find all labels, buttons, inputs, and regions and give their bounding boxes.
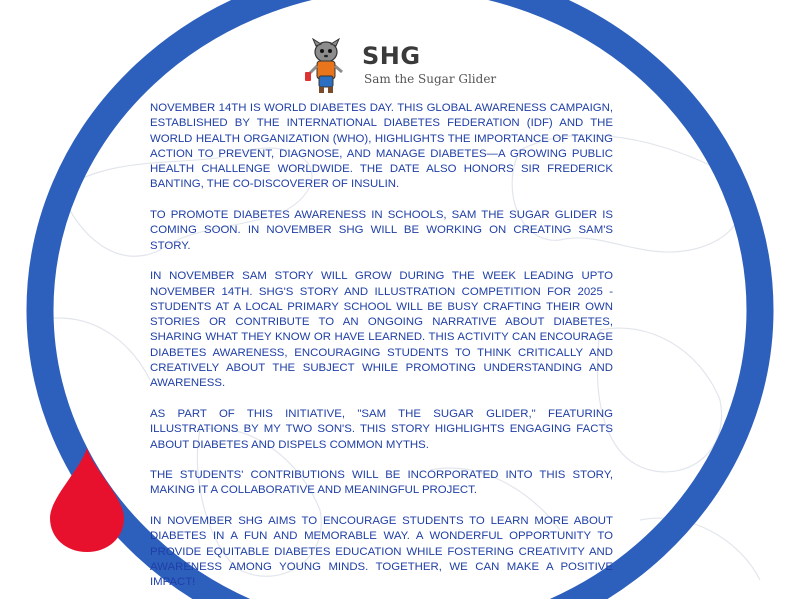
brand-tagline: Sam the Sugar Glider (364, 72, 497, 86)
sugar-glider-mascot-icon (302, 38, 350, 94)
brand-name: SHG (362, 42, 421, 70)
blood-drop-icon (50, 448, 124, 552)
paragraph-schools-awareness: TO PROMOTE DIABETES AWARENESS IN SCHOOLS, SAM THE SUGAR GLIDER IS COMING SOON. IN NOVEMBER SHG WILL BE WORKING ON CREATING SAM'S STORY. (150, 209, 613, 252)
paragraph-aims: IN NOVEMBER SHG AIMS TO ENCOURAGE STUDENTS TO LEARN MORE ABOUT DIABETES IN A FUN AND MEMORABLE WAY. A WONDERFUL OPPORTUNITY TO PROVIDE EQUITABLE DIABETES EDUCATION WHILE FOSTERING CREATIVITY AND AWARENESS AMONG YOUNG MINDS. TOGETHER, WE CAN MAKE A POSITIVE IMPACT! (150, 515, 613, 589)
paragraph-world-diabetes-day: NOVEMBER 14TH IS WORLD DIABETES DAY. THIS GLOBAL AWARENESS CAMPAIGN, ESTABLISHED BY THE INTERNATIONAL DIABETES FEDERATION (IDF) AND THE WORLD HEALTH ORGANIZATION (WHO), HIGHLIGHTS THE IMPORTANCE OF TAKING ACTION TO PREVENT, DIAGNOSE, AND MANAGE DIABETES—A GROWING PUBLIC HEALTH CHALLENGE WORLDWIDE. THE DATE ALSO HONORS SIR FREDERICK BANTING, THE CO-DISCOVERER OF INSULIN. (150, 102, 613, 191)
brand-header (302, 38, 522, 94)
paragraph-story-competition: IN NOVEMBER SAM STORY WILL GROW DURING THE WEEK LEADING UPTO NOVEMBER 14TH. SHG'S STORY AND ILLUSTRATION COMPETITION FOR 2025 - STUDENTS AT A LOCAL PRIMARY SCHOOL WILL BE BUSY CRAFTING THEIR OWN STORIES OR CONTRIBUTE TO AN ONGOING NARRATIVE ABOUT DIABETES, SHARING WHAT THEY KNOW OR HAVE LEARNED. THIS ACTIVITY CAN ENCOURAGE DIABETES AWARENESS, ENCOURAGING STUDENTS TO THINK CRITICALLY AND CREATIVELY ABOUT THE SUBJECT WHILE PROMOTING UNDERSTANDING AND AWARENESS. (150, 270, 613, 390)
article-body (150, 101, 613, 606)
paragraph-student-contributions: THE STUDENTS' CONTRIBUTIONS WILL BE INCORPORATED INTO THIS STORY, MAKING IT A COLLABORATIVE AND MEANINGFUL PROJECT. (150, 469, 613, 497)
paragraph-initiative: AS PART OF THIS INITIATIVE, "SAM THE SUGAR GLIDER," FEATURING ILLUSTRATIONS BY MY TWO SON'S. THIS STORY HIGHLIGHTS ENGAGING FACTS ABOUT DIABETES AND DISPELS COMMON MYTHS. (150, 407, 613, 451)
